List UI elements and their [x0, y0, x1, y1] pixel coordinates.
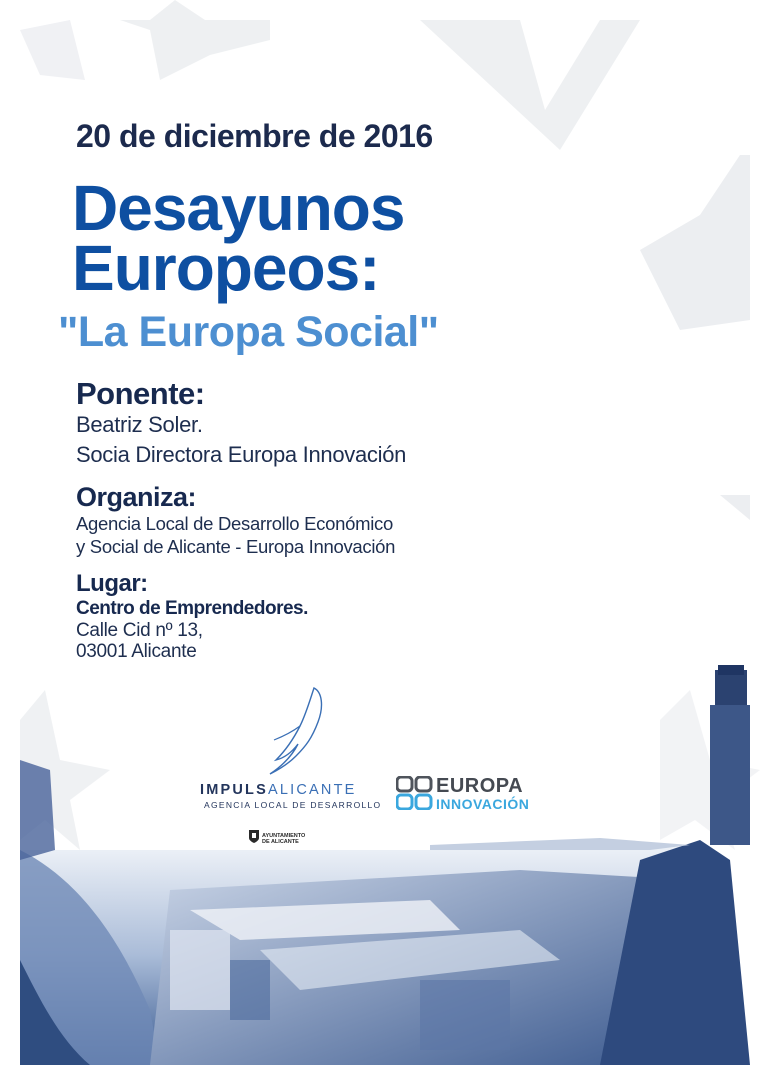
star-shape: [420, 20, 640, 150]
organizer-line1: Agencia Local de Desarrollo Económico: [76, 513, 393, 534]
ayuntamiento-logo-text: AYUNTAMIENTO DE ALICANTE: [262, 833, 306, 845]
organizer-line2: y Social de Alicante - Europa Innovación: [76, 536, 396, 557]
europa-logo-subtitle: INNOVACIÓN: [436, 796, 530, 812]
event-title: [72, 172, 405, 304]
impuls-alicante-subtitle: AGENCIA LOCAL DE DESARROLLO: [204, 800, 382, 810]
star-shape: [640, 155, 750, 330]
speaker-role: Socia Directora Europa Innovación: [76, 442, 407, 467]
alicante-cityscape: [20, 665, 750, 1065]
speaker-heading: Ponente:: [76, 376, 205, 411]
venue-place: Centro de Emprendedores.: [76, 598, 308, 619]
europa-innovacion-icon: [396, 776, 434, 810]
star-shape: [720, 495, 750, 520]
venue-heading: Lugar:: [76, 570, 148, 597]
event-subtitle: "La Europa Social": [58, 308, 439, 356]
speaker-name: Beatriz Soler.: [76, 412, 203, 437]
star-shape: [120, 0, 270, 80]
event-title-line2: Europeos:: [72, 232, 380, 304]
event-title-line1: Desayunos: [72, 172, 405, 244]
event-date: 20 de diciembre de 2016: [76, 118, 433, 154]
venue-city: 03001 Alicante: [76, 641, 197, 662]
europa-logo-word: EUROPA: [436, 775, 524, 797]
organizer-heading: Organiza:: [76, 482, 197, 512]
impuls-alicante-logo-text: IMPULSALICANTE: [200, 782, 357, 798]
ayuntamiento-crest-icon: [248, 828, 260, 844]
venue-street: Calle Cid nº 13,: [76, 620, 203, 641]
impuls-alicante-swimmer-icon: [196, 686, 366, 782]
star-shape: [20, 20, 85, 80]
